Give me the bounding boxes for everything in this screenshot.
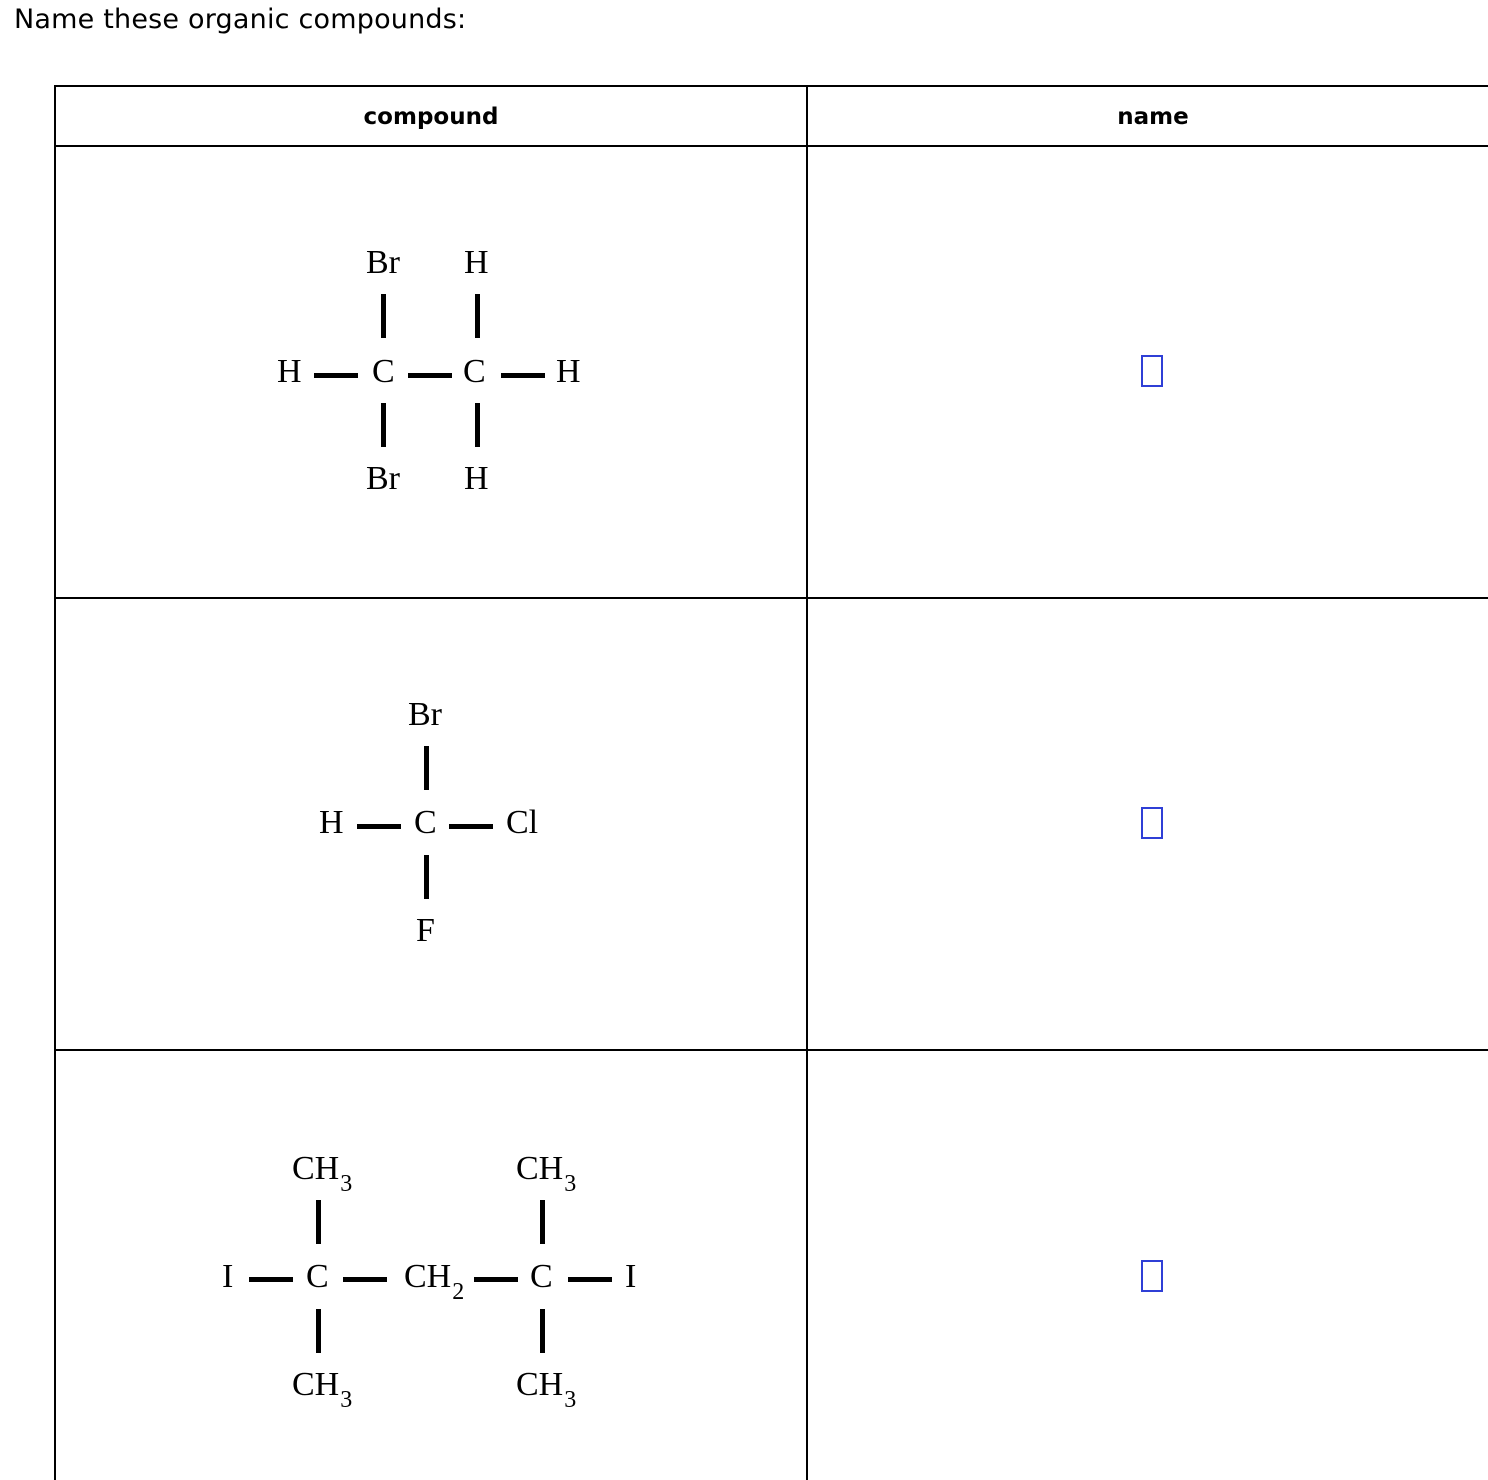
bond-ch2-c2 <box>474 1277 518 1282</box>
header-compound: compound <box>363 104 499 130</box>
atom-br-top: Br <box>366 244 400 281</box>
atom-c1: C <box>372 353 395 390</box>
atom-h-bottom: H <box>464 460 489 497</box>
atom-h-right: H <box>556 353 581 390</box>
group-ch3-bottom-left <box>292 1366 353 1413</box>
atom-c2: C <box>463 353 486 390</box>
atom-c1: C <box>306 1258 329 1295</box>
atom-f: F <box>416 912 435 949</box>
bond-c1-ch3-bottom <box>316 1309 321 1353</box>
subscript: 3 <box>564 1171 577 1197</box>
ch-label: CH <box>292 1366 340 1403</box>
atom-cl: Cl <box>506 804 539 841</box>
group-ch3-top-right <box>516 1150 577 1197</box>
atom-i-left: I <box>222 1258 234 1295</box>
atom-c2: C <box>530 1258 553 1295</box>
ch-label: CH <box>292 1150 340 1187</box>
answer-input-2[interactable] <box>1141 807 1163 839</box>
ch-label: CH <box>516 1366 564 1403</box>
column-divider <box>806 85 808 1480</box>
group-ch3-top-left <box>292 1150 353 1197</box>
atom-h-top: H <box>464 244 489 281</box>
atom-c: C <box>414 804 437 841</box>
bond-c2-ch3-bottom <box>540 1309 545 1353</box>
header-name: name <box>1117 104 1189 130</box>
group-ch2 <box>404 1258 465 1305</box>
atom-br-bottom: Br <box>366 460 400 497</box>
atom-br: Br <box>408 696 442 733</box>
subscript: 3 <box>340 1171 353 1197</box>
bond-i-c1 <box>249 1277 293 1282</box>
bond-c1-ch3-top <box>316 1200 321 1244</box>
atom-i-right: I <box>625 1258 637 1295</box>
ch-label: CH <box>516 1150 564 1187</box>
bond-c2-ch3-top <box>540 1200 545 1244</box>
subscript: 3 <box>564 1387 577 1413</box>
atom-h-left: H <box>277 353 302 390</box>
atom-h: H <box>319 804 344 841</box>
question-prompt: Name these organic compounds: <box>14 4 467 35</box>
bond-c2-i <box>568 1277 612 1282</box>
subscript: 2 <box>452 1279 465 1305</box>
answer-input-3[interactable] <box>1141 1260 1163 1292</box>
subscript: 3 <box>340 1387 353 1413</box>
answer-input-1[interactable] <box>1141 355 1163 387</box>
ch-label: CH <box>404 1258 452 1295</box>
group-ch3-bottom-right <box>516 1366 577 1413</box>
bond-c1-ch2 <box>343 1277 387 1282</box>
